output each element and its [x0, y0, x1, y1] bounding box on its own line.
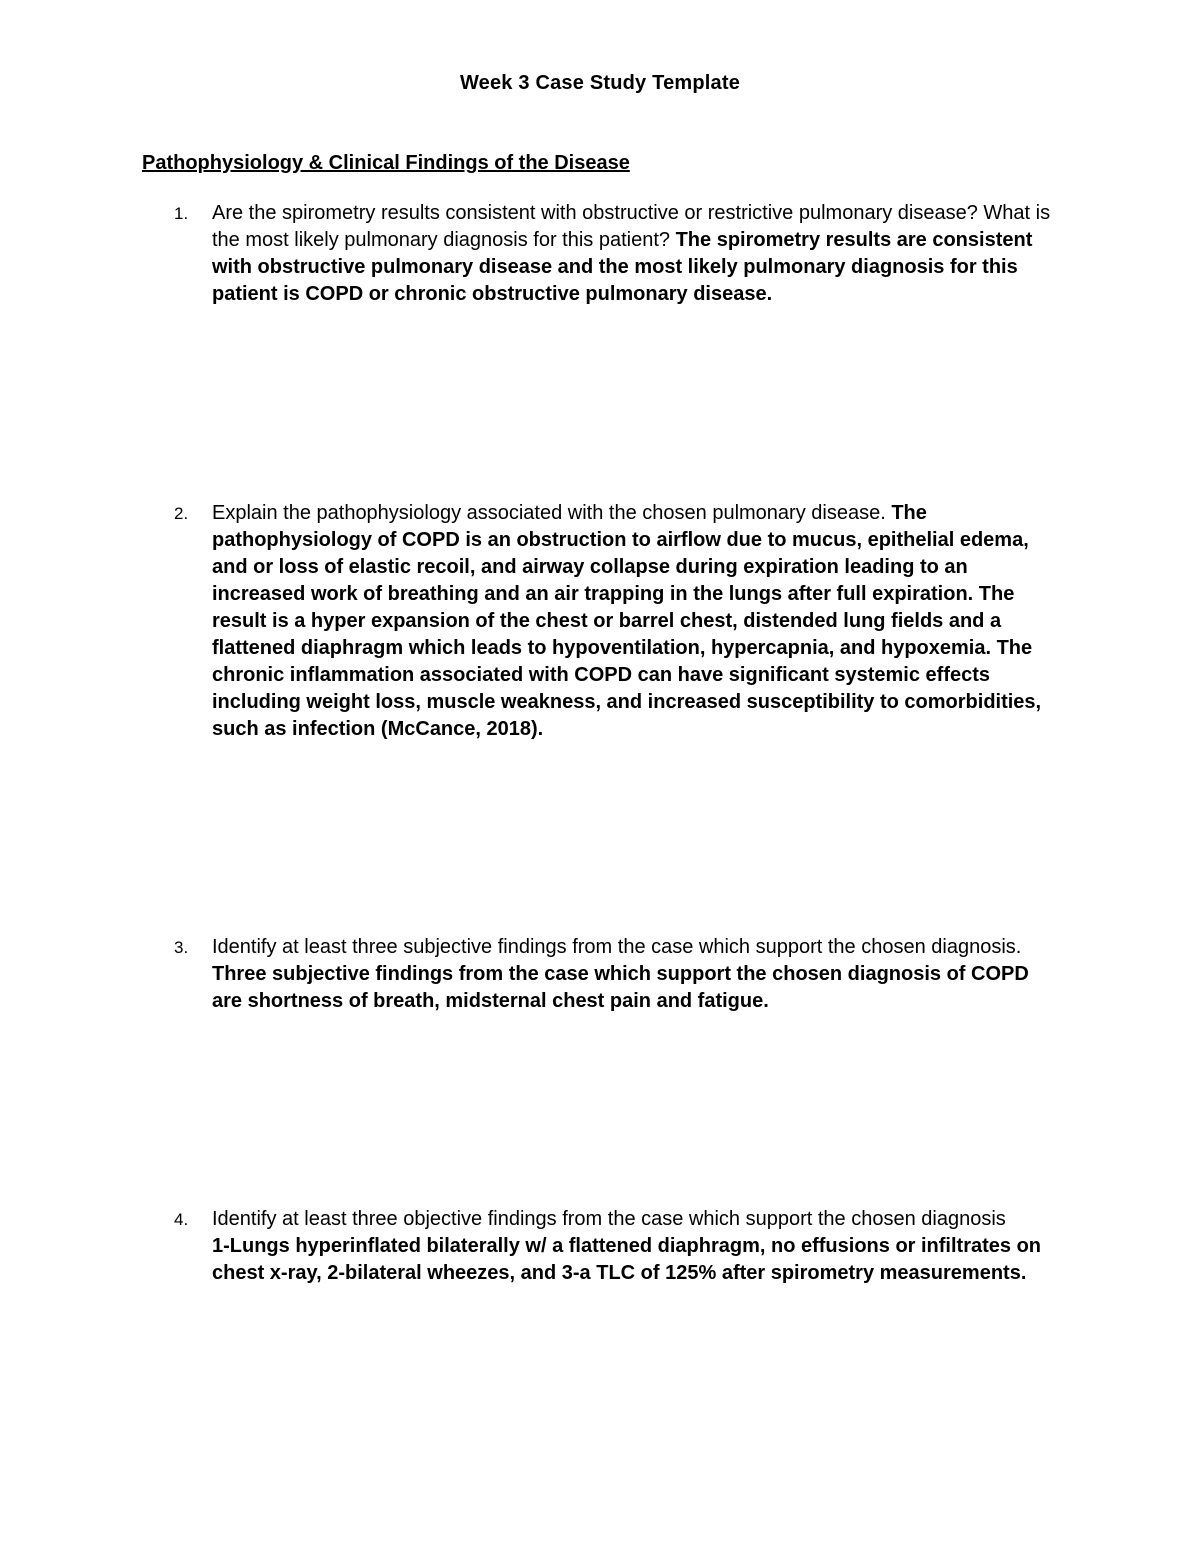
question-answer: Three subjective findings from the case which support the chosen diagnosis of COPD are shortness of breath, midsternal chest pain and fatigue.: [212, 963, 1029, 1012]
question-body: [212, 1206, 1062, 1287]
question-prompt: Identify at least three objective findings from the case which support the chosen diagnosis: [212, 1208, 1006, 1230]
question-answer: The spirometry results are consistent with obstructive pulmonary disease and the most likely pulmonary diagnosis for this patient is COPD or chronic obstructive pulmonary disease.: [212, 229, 1033, 305]
question-number: 2.: [174, 504, 189, 523]
question-number: 1.: [174, 204, 189, 223]
question-body: [212, 500, 1062, 743]
question-prompt: Explain the pathophysiology associated with the chosen pulmonary disease.: [212, 502, 892, 524]
question-number: 4.: [174, 1210, 189, 1229]
question-number: 3.: [174, 938, 189, 957]
question-prompt: Identify at least three subjective findings from the case which support the chosen diagnosis.: [212, 936, 1022, 958]
document-title: Week 3 Case Study Template: [459, 72, 741, 94]
question-answer: The pathophysiology of COPD is an obstruction to airflow due to mucus, epithelial edema, and or loss of elastic recoil, and airway collapse during expiration leading to an increased work of breathing and an air trapping in the lungs after full expiration. The result is a hyper expansion of the chest or barrel chest, distended lung fields and a flattened diaphragm which leads to hypoventilation, hypercapnia, and hypoxemia. The chronic inflammation associated with COPD can have significant systemic effects including weight loss, muscle weakness, and increased susceptibility to comorbidities, such as infection (McCance, 2018).: [212, 502, 1042, 740]
section-heading: Pathophysiology & Clinical Findings of the Disease: [142, 152, 630, 174]
question-body: [212, 934, 1062, 1015]
question-answer: 1-Lungs hyperinflated bilaterally w/ a flattened diaphragm, no effusions or infiltrates on chest x-ray, 2-bilateral wheezes, and 3-a TLC of 125% after spirometry measurements.: [212, 1235, 1042, 1284]
question-prompt: Are the spirometry results consistent with obstructive or restrictive pulmonary disease? What is the most likely pulmonary diagnosis for this patient?: [212, 202, 1051, 251]
question-body: [212, 200, 1062, 308]
